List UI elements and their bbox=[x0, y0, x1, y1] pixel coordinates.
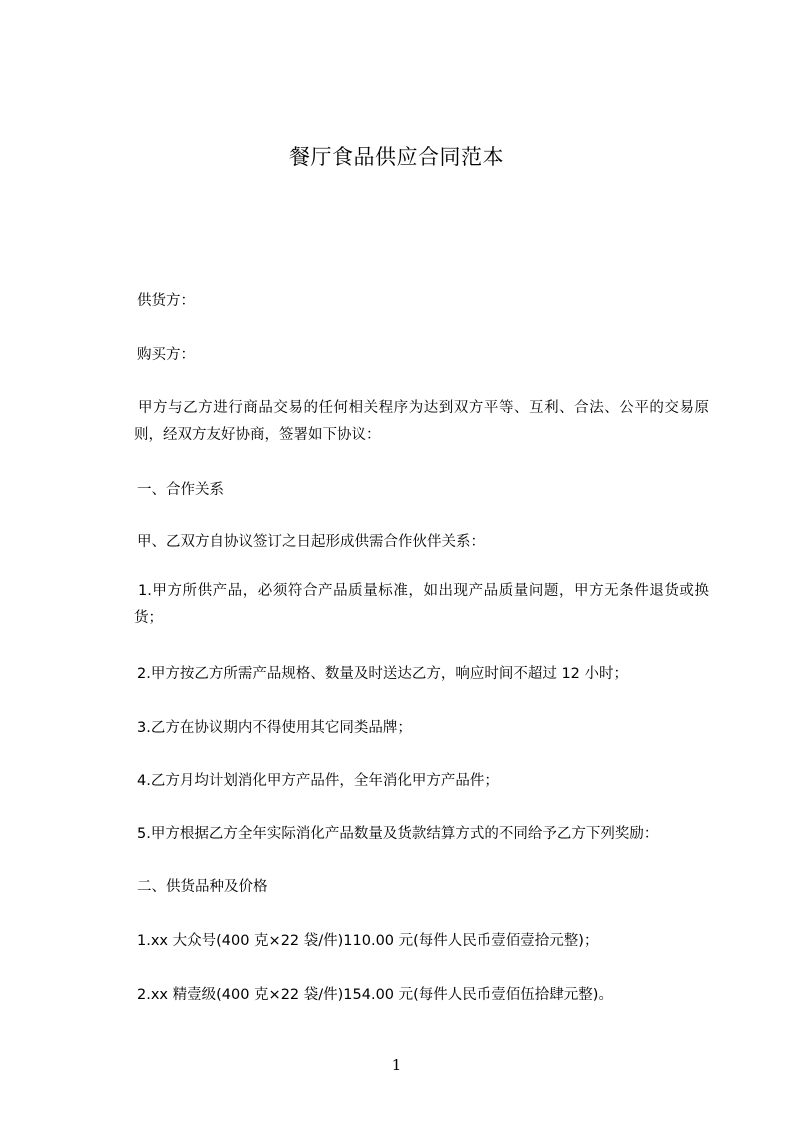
section2-item-2: 2.xx 精壹级(400 克×22 袋/件)154.00 元(每件人民币壹佰伍拾肆元整)。 bbox=[137, 987, 613, 1003]
intro-paragraph: 甲方与乙方进行商品交易的任何相关程序为达到双方平等、互利、合法、公平的交易原则，经双方友好协商，签署如下协议： bbox=[134, 400, 709, 443]
section1-heading: 一、合作关系 bbox=[137, 482, 224, 498]
section2-item-1: 1.xx 大众号(400 克×22 袋/件)110.00 元(每件人民币壹佰壹拾元整)； bbox=[137, 933, 599, 949]
section1-item-1: 1.甲方所供产品，必须符合产品质量标准，如出现产品质量问题，甲方无条件退货或换货； bbox=[134, 583, 709, 626]
section1-item-2: 2.甲方按乙方所需产品规格、数量及时送达乙方，响应时间不超过 12 小时； bbox=[137, 666, 629, 682]
supplier-label: 供货方： bbox=[137, 293, 195, 309]
section1-lead: 甲、乙双方自协议签订之日起形成供需合作伙伴关系： bbox=[137, 534, 485, 550]
page-number: 1 bbox=[391, 1056, 402, 1074]
document-title: 餐厅食品供应合同范本 bbox=[289, 145, 504, 169]
buyer-label: 购买方： bbox=[137, 347, 195, 363]
section1-item-4: 4.乙方月均计划消化甲方产品件，全年消化甲方产品件； bbox=[137, 773, 499, 789]
section1-item-3: 3.乙方在协议期内不得使用其它同类品牌； bbox=[137, 720, 412, 736]
section1-item-5: 5.甲方根据乙方全年实际消化产品数量及货款结算方式的不同给予乙方下列奖励： bbox=[137, 826, 659, 842]
section2-heading: 二、供货品种及价格 bbox=[137, 879, 268, 895]
